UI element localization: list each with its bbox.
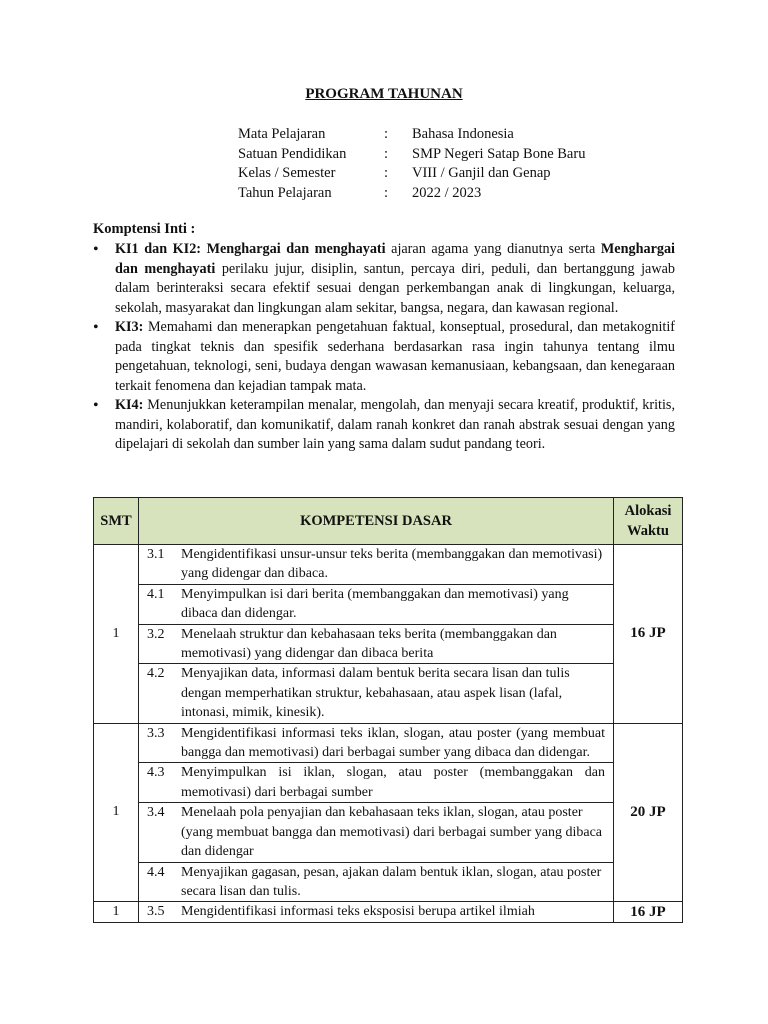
table-row <box>94 723 683 902</box>
ki-text: ajaran agama yang dianutnya serta <box>385 241 601 257</box>
kd-number: 3.2 <box>147 626 165 642</box>
smt-cell: 1 <box>94 723 139 902</box>
meta-colon: : <box>384 185 389 202</box>
ki-lead: KI3: <box>115 319 144 335</box>
header-smt: SMT <box>94 498 139 545</box>
kd-number: 4.2 <box>147 666 165 682</box>
kd-text: Menyimpulkan isi dari berita (membanggakan dan memotivasi) yang dibaca dan didengar. <box>181 586 569 622</box>
table-row <box>94 902 683 922</box>
smt-cell: 1 <box>94 545 139 724</box>
kd-item <box>139 902 613 921</box>
ki-text: Memahami dan menerapkan pengetahuan faktual, konseptual, prosedural, dan metakognitif pada tingkat teknis dan spesifik sederhana berdasarkan rasa ingin tahunya tentang ilmu pengetahuan, teknologi, seni, budaya dengan wawasan kemanusiaan, kebangsaan, dan kenegaraan terkait fenomena dan kejadian tampak mata. <box>115 319 675 394</box>
kd-cell <box>139 723 614 902</box>
kd-cell <box>139 902 614 922</box>
kd-text: Menyimpulkan isi iklan, slogan, atau poster (membanggakan dan memotivasi) dari berbagai sumber <box>181 765 605 800</box>
kd-number: 3.3 <box>147 725 165 741</box>
kd-text: Mengidentifikasi informasi teks iklan, slogan, atau poster (yang membuat bangga dan memotivasi) dari berbagai sumber yang dibaca dan didengar. <box>181 725 605 761</box>
ki-text: Menunjukkan keterampilan menalar, mengolah, dan menyaji secara kreatif, produktif, kritis, mandiri, kolaboratif, dan komunikatif, dalam ranah konkret dan ranah abstrak sesuai dengan yang dipelajari di sekolah dan sumber lain yang sama dalam sudut pandang teori. <box>115 397 675 452</box>
meta-label: Mata Pelajaran <box>238 126 326 143</box>
kd-number: 3.4 <box>147 805 165 821</box>
meta-value: 2022 / 2023 <box>412 185 482 202</box>
kd-text: Menelaah struktur dan kebahasaan teks berita (membanggakan dan memotivasi) yang didengar dan dibaca berita <box>181 626 557 662</box>
alokasi-cell: 20 JP <box>614 723 683 902</box>
ki-emphasis: Menghargai dan menghayati <box>206 241 386 257</box>
meta-row-class <box>238 164 585 184</box>
kd-number: 4.3 <box>147 765 165 781</box>
header-kd: KOMPETENSI DASAR <box>139 498 614 545</box>
kd-number: 4.1 <box>147 586 165 602</box>
meta-row-year <box>238 184 585 204</box>
kd-text: Menyajikan gagasan, pesan, ajakan dalam bentuk iklan, slogan, atau poster secara lisan dan tulis. <box>181 864 602 899</box>
kd-text: Menelaah pola penyajian dan kebahasaan teks iklan, slogan, atau poster (yang membuat bangga dan memotivasi) dari berbagai sumber yang dibaca dan didengar <box>181 805 603 860</box>
kd-text: Mengidentifikasi unsur-unsur teks berita (membanggakan dan memotivasi) yang didengar dan dibaca. <box>181 547 603 582</box>
ki-list <box>93 240 675 455</box>
table-header-row <box>94 498 683 545</box>
header-alokasi-line2: Waktu <box>627 523 669 539</box>
meta-label: Satuan Pendidikan <box>238 145 347 162</box>
meta-label: Kelas / Semester <box>238 165 336 182</box>
meta-value: SMP Negeri Satap Bone Baru <box>412 145 586 162</box>
meta-row-subject <box>238 125 585 145</box>
alokasi-cell: 16 JP <box>614 545 683 724</box>
kd-number: 3.1 <box>147 547 165 562</box>
meta-value: Bahasa Indonesia <box>412 126 514 143</box>
kd-item <box>139 763 613 803</box>
meta-label: Tahun Pelajaran <box>238 185 332 202</box>
meta-row-school <box>238 145 585 165</box>
header-alokasi <box>614 498 683 545</box>
kd-item <box>139 545 613 585</box>
kd-item <box>139 664 613 722</box>
ki-item-3 <box>93 318 675 396</box>
meta-value: VIII / Ganjil dan Genap <box>412 165 551 182</box>
ki-emphasis: Menghargai dan menghayati <box>115 241 675 277</box>
ki-heading: Komptensi Inti : <box>93 221 196 237</box>
page-title: PROGRAM TAHUNAN <box>305 86 463 102</box>
ki-text: perilaku jujur, disiplin, santun, percaya diri, peduli, dan bertanggung jawab dalam berinteraksi secara efektif sesuai dengan perkembangan anak di lingkungan, keluarga, sekolah, masyarakat dan lingkungan alam sekitar, bangsa, negara, dan kawasan regional. <box>115 260 675 316</box>
kd-number: 3.5 <box>147 904 165 920</box>
smt-cell: 1 <box>94 902 139 922</box>
alokasi-cell: 16 JP <box>614 902 683 922</box>
kd-item <box>139 625 613 665</box>
kd-item <box>139 863 613 902</box>
ki-lead: KI4: <box>115 397 144 413</box>
kd-text: Mengidentifikasi informasi teks eksposisi berupa artikel ilmiah <box>181 904 535 920</box>
header-alokasi-line1: Alokasi <box>624 503 672 519</box>
ki-item-1-2 <box>93 240 675 318</box>
meta-colon: : <box>384 145 389 162</box>
kd-item <box>139 803 613 862</box>
document-meta <box>238 125 585 203</box>
ki-lead: KI1 dan KI2: <box>115 241 202 257</box>
kd-text: Menyajikan data, informasi dalam bentuk berita secara lisan dan tulis dengan memperhatikan struktur, kebahasaan, atau aspek lisan (lafal, intonasi, mimik, kinesik). <box>181 666 570 721</box>
table-row <box>94 545 683 724</box>
kd-cell <box>139 545 614 724</box>
kd-item <box>139 724 613 764</box>
meta-colon: : <box>384 126 389 143</box>
ki-item-4 <box>93 396 675 455</box>
kd-table <box>93 497 683 923</box>
kd-number: 4.4 <box>147 864 165 880</box>
meta-colon: : <box>384 165 389 182</box>
kd-item <box>139 585 613 625</box>
